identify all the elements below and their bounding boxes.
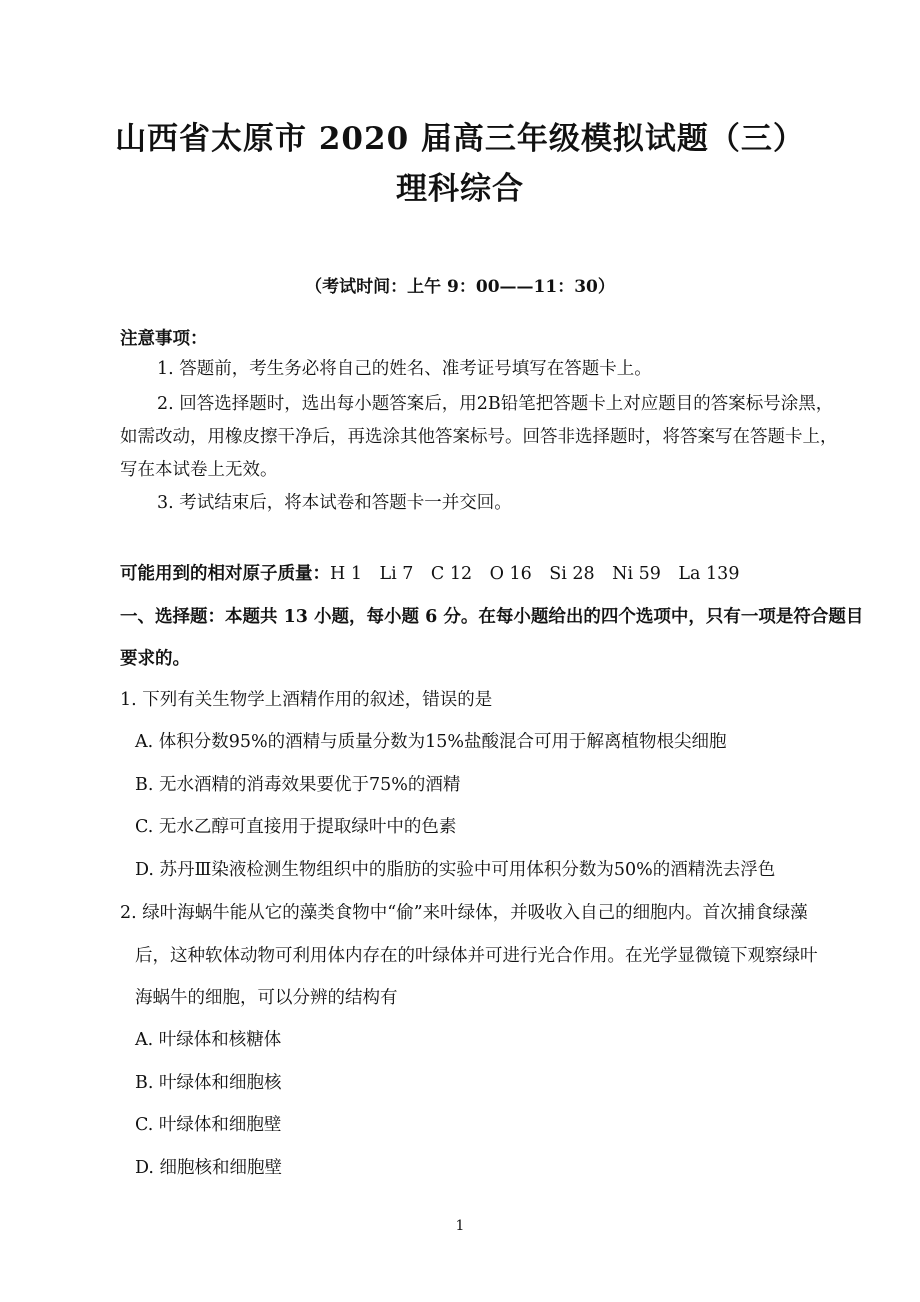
section-heading-line-2: 要求的。	[120, 649, 190, 669]
question-2-option-a: A. 叶绿体和核糖体	[135, 1030, 282, 1050]
question-1-stem: 1. 下列有关生物学上酒精作用的叙述，错误的是	[120, 690, 493, 710]
section-heading-line-1: 一、选择题：本题共 13 小题，每小题 6 分。在每小题给出的四个选项中，只有一项是符合题目	[120, 607, 864, 627]
question-2-option-d: D. 细胞核和细胞壁	[135, 1158, 283, 1178]
notice-heading: 注意事项：	[120, 329, 208, 349]
question-2-stem-line-1: 2. 绿叶海蜗牛能从它的藻类食物中“偷”来叶绿体，并吸收入自己的细胞内。首次捕食绿藻	[120, 903, 808, 923]
page-title: 山西省太原市 2020 届高三年级模拟试题（三）	[115, 121, 805, 157]
page-number: 1	[455, 1218, 465, 1234]
notice-item-1: 1. 答题前，考生务必将自己的姓名、准考证号填写在答题卡上。	[157, 359, 652, 379]
atomic-mass-label: 可能用到的相对原子质量：	[120, 564, 330, 584]
notice-item-3: 3. 考试结束后，将本试卷和答题卡一并交回。	[157, 493, 512, 513]
question-1-option-c: C. 无水乙醇可直接用于提取绿叶中的色素	[135, 817, 457, 837]
notice-item-2-line-2: 如需改动，用橡皮擦干净后，再选涂其他答案标号。回答非选择题时，将答案写在答题卡上，	[120, 427, 838, 447]
question-1-option-a: A. 体积分数95%的酒精与质量分数为15%盐酸混合可用于解离植物根尖细胞	[135, 732, 727, 752]
page-subtitle: 理科综合	[396, 171, 524, 207]
question-2-stem-line-3: 海蜗牛的细胞，可以分辨的结构有	[135, 988, 398, 1008]
question-2-option-b: B. 叶绿体和细胞核	[135, 1073, 282, 1093]
question-2-stem-line-2: 后，这种软体动物可利用体内存在的叶绿体并可进行光合作用。在光学显微镜下观察绿叶	[135, 946, 818, 966]
atomic-mass-values: H 1 Li 7 C 12 O 16 Si 28 Ni 59 La 139	[330, 564, 740, 584]
atomic-mass-line	[120, 560, 739, 585]
notice-item-2-line-3: 写在本试卷上无效。	[120, 460, 278, 480]
exam-time: （考试时间：上午 9：00——11：30）	[305, 277, 615, 297]
question-2-option-c: C. 叶绿体和细胞壁	[135, 1115, 282, 1135]
notice-item-2-line-1: 2. 回答选择题时，选出每小题答案后，用2B铅笔把答题卡上对应题目的答案标号涂黑，	[157, 394, 834, 414]
question-1-option-d: D. 苏丹Ⅲ染液检测生物组织中的脂肪的实验中可用体积分数为50%的酒精洗去浮色	[135, 860, 776, 880]
question-1-option-b: B. 无水酒精的消毒效果要优于75%的酒精	[135, 775, 461, 795]
